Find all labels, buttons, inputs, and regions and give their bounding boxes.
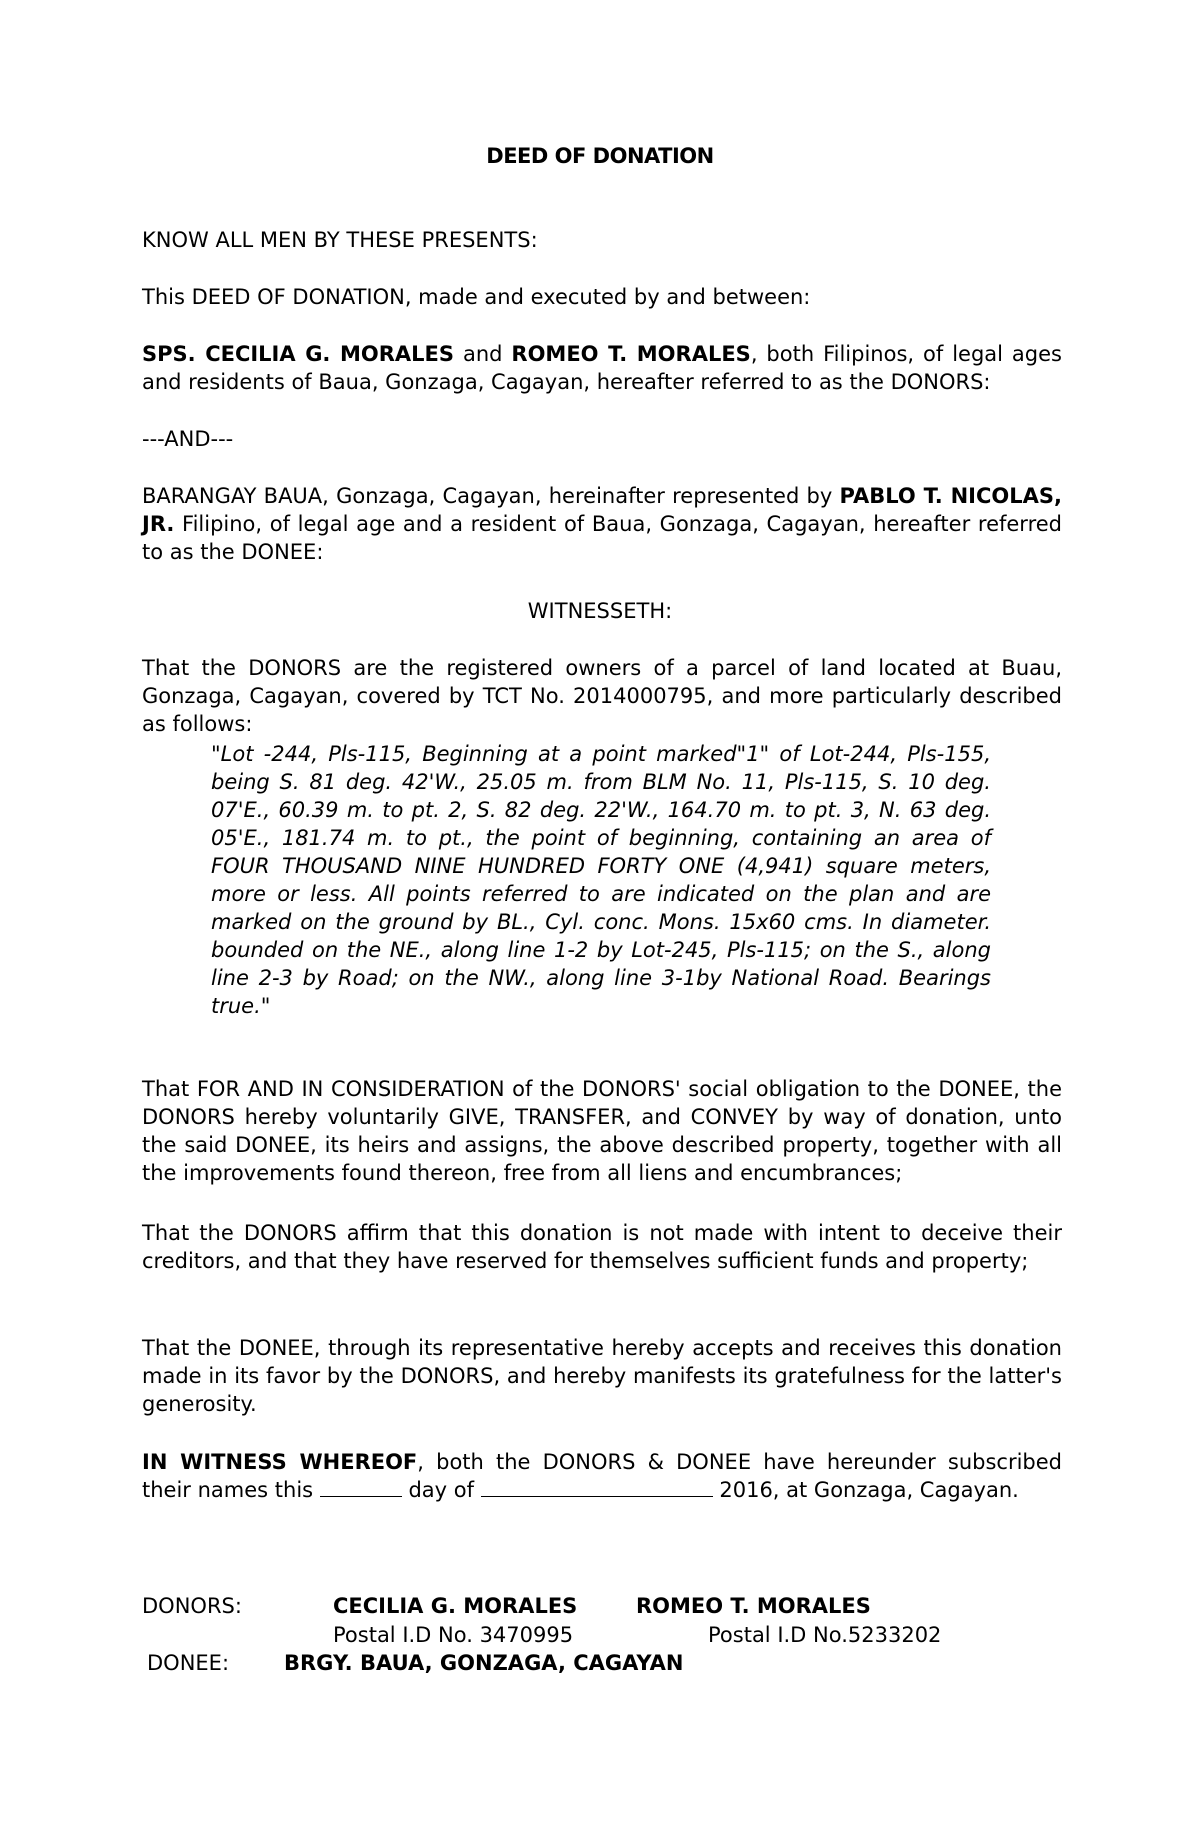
and-separator: ---AND--- — [142, 427, 234, 451]
donors-signature-row — [0, 1592, 1200, 1622]
donee-intro: BARANGAY BAUA, Gonzaga, Cagayan, hereinafter represented by — [142, 484, 840, 508]
owners-paragraph: That the DONORS are the registered owners of a parcel of land located at Buau, Gonzaga, Cagayan, covered by TCT No. 2014000795, and more particularly described as follows: — [142, 656, 1062, 736]
witness-text-2: day of — [401, 1478, 481, 1502]
donors-description: , both Filipinos, of legal ages and residents of Baua, Gonzaga, Cagayan, hereafter referred to as the DONORS: — [142, 342, 1062, 394]
donor2-signature-name: ROMEO T. MORALES — [636, 1594, 871, 1618]
donor-names-1: SPS. CECILIA G. MORALES — [142, 342, 455, 366]
witness-paragraph — [142, 1448, 1062, 1504]
day-blank — [320, 1478, 402, 1497]
donor1-postal-id: Postal I.D No. 3470995 — [333, 1623, 574, 1647]
and-text: and — [454, 342, 512, 366]
know-all-heading: KNOW ALL MEN BY THESE PRESENTS: — [142, 228, 538, 252]
witness-text-1: , both the DONORS & DONEE have hereunder subscribed their names this — [142, 1450, 1062, 1502]
donor-names-2: ROMEO T. MORALES — [511, 342, 751, 366]
accept-paragraph: That the DONEE, through its representative hereby accepts and receives this donation made in its favor by the DONORS, and hereby manifests its gratefulness for the latter's generosity. — [142, 1336, 1062, 1416]
donors-label: DONORS: — [142, 1594, 242, 1618]
donee-representative: PABLO T. NICOLAS, JR. — [142, 484, 1062, 536]
witness-lead: IN WITNESS WHEREOF — [142, 1450, 418, 1474]
donee-paragraph — [142, 482, 1062, 566]
witnesseth-heading: WITNESSETH: — [527, 599, 673, 623]
month-blank — [481, 1478, 713, 1497]
property-description: "Lot -244, Pls-115, Beginning at a point marked"1" of Lot-244, Pls-155, being S. 81 deg. 42'W., 25.05 m. from BLM No. 11, Pls-115, S. 10 deg. 07'E., 60.39 m. to pt. 2, S. 82 deg. 22'W., 164.70 m. to pt. 3, N. 63 deg. 05'E., 181.74 m. to pt., the point of beginning, containing an area of FOUR THOUSAND NINE HUNDRED FORTY ONE (4,941) square meters, more or less. All points referred to are indicated on the plan and are marked on the ground by BL., Cyl. conc. Mons. 15x60 cms. In diameter. bounded on the NE., along line 1-2 by Lot-245, Pls-115; on the S., along line 2-3 by Road; on the NW., along line 3-1by National Road. Bearings true." — [211, 742, 991, 1018]
donee-description: Filipino, of legal age and a resident of Baua, Gonzaga, Cagayan, hereafter referred to as the DONEE: — [142, 512, 1062, 564]
document-title: DEED OF DONATION — [486, 144, 714, 168]
donee-signature-name: BRGY. BAUA, GONZAGA, CAGAYAN — [284, 1651, 684, 1675]
donor2-postal-id: Postal I.D No.5233202 — [708, 1623, 942, 1647]
intro-paragraph: This DEED OF DONATION, made and executed by and between: — [142, 285, 811, 309]
donee-signature-row — [0, 1649, 1200, 1679]
donor1-signature-name: CECILIA G. MORALES — [333, 1594, 578, 1618]
donee-label: DONEE: — [147, 1651, 230, 1675]
affirm-paragraph: That the DONORS affirm that this donation is not made with intent to deceive their creditors, and that they have reserved for themselves sufficient funds and property; — [142, 1221, 1062, 1273]
consideration-paragraph: That FOR AND IN CONSIDERATION of the DONORS' social obligation to the DONEE, the DONORS hereby voluntarily GIVE, TRANSFER, and CONVEY by way of donation, unto the said DONEE, its heirs and assigns, the above described property, together with all the improvements found thereon, free from all liens and encumbrances; — [142, 1077, 1062, 1185]
witness-text-3: 2016, at Gonzaga, Cagayan. — [712, 1478, 1019, 1502]
donors-id-row — [0, 1621, 1200, 1651]
donors-paragraph — [142, 340, 1062, 396]
